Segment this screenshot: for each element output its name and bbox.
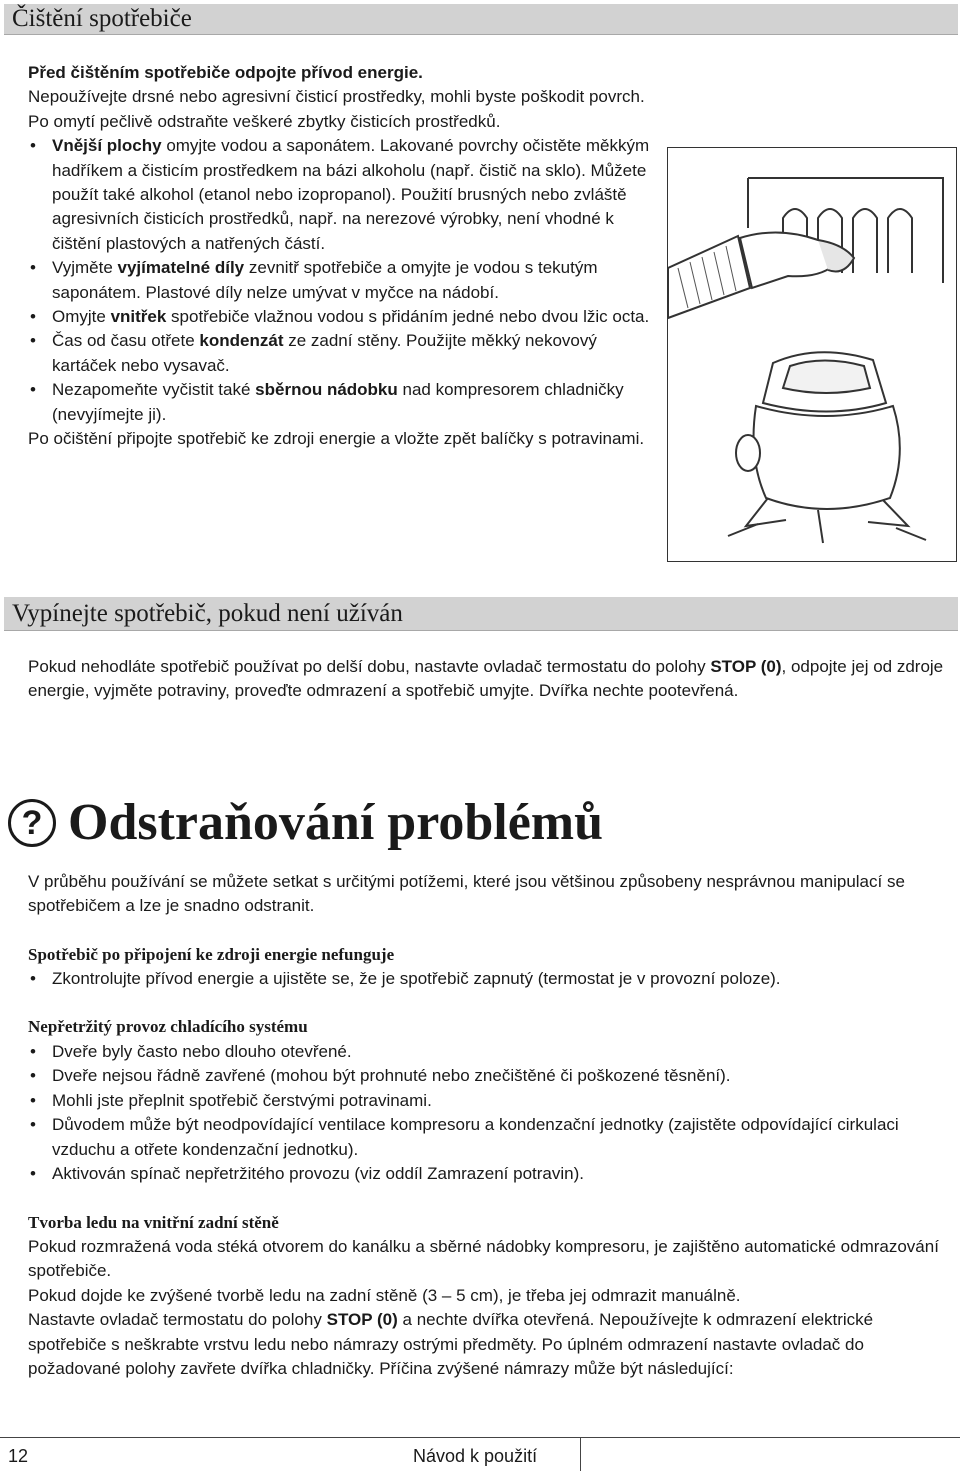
not-working-heading: Spotřebič po připojení ke zdroji energie nefunguje xyxy=(28,945,395,964)
cleaning-list xyxy=(28,134,658,427)
ice-paragraph-2: Pokud dojde ke zvýšené tvorbě ledu na zadní stěně (3 – 5 cm), je třeba jej odmrazit manuálně. xyxy=(28,1285,741,1305)
continuous-block xyxy=(28,1040,948,1186)
section-header-cleaning xyxy=(4,4,958,35)
list-item: • Omyjte vnitřek spotřebiče vlažnou vodou s přidáním jedné nebo dvou lžic octa. xyxy=(28,305,658,329)
ice-paragraph-3: Nastavte ovladač termostatu do polohy STOP (0) a nechte dvířka otevřená. Nepoužívejte k odmrazení elektrické spotřebiče s neškrabte vrstvu ledu nebo námrazy ostrými předměty. Po úplném odmrazení nastavte ovladač do požadované polohy zavřete dvířka chladničky. Příčina zvýšené námrazy může být následující: xyxy=(28,1310,874,1379)
section-title-switch-off: Vypínejte spotřebič, pokud není užíván xyxy=(12,600,403,627)
manual-label: Návod k použití xyxy=(413,1446,538,1466)
list-item: • Vnější plochy omyjte vodou a saponátem. Lakované povrchy očistěte měkkým hadříkem a čisticím prostředkem na bázi alkoholu (např. čistič na sklo). Můžete použít také alkohol (etanol nebo izopropanol). Použití brusných nebo zvláště agresivních čisticích prostředků, např. na nerezové výrobky, není vhodné k čištění plastových a natřených částí. xyxy=(28,134,658,256)
troubleshooting-heading xyxy=(8,790,603,856)
troubleshooting-title: Odstraňování problémů xyxy=(68,794,604,851)
section-header-switch-off xyxy=(4,597,958,631)
ice-heading: Tvorba ledu na vnitřní zadní stěně xyxy=(28,1213,279,1232)
list-item: • Čas od času otřete kondenzát ze zadní stěny. Použijte měkký nekovový kartáček nebo vysavač. xyxy=(28,329,658,378)
list-item: • Mohli jste přeplnit spotřebič čerstvými potravinami. xyxy=(28,1089,948,1113)
cleaning-block xyxy=(28,61,658,452)
not-working-block xyxy=(28,967,948,991)
condenser-compressor-drawing xyxy=(668,148,956,561)
ice-paragraph-1: Pokud rozmražená voda stéká otvorem do kanálku a sběrné nádobky kompresoru, je zajištěno automatické odmrazování spotřebiče. xyxy=(28,1237,939,1281)
continuous-heading: Nepřetržitý provoz chladícího systému xyxy=(28,1017,308,1036)
list-item: • Aktivován spínač nepřetržitého provozu (viz oddíl Zamrazení potravin). xyxy=(28,1162,948,1186)
ice-block xyxy=(28,1235,948,1381)
section-title-cleaning: Čištění spotřebiče xyxy=(12,5,192,32)
question-circle-icon: ? xyxy=(8,799,56,847)
cleaning-intro: Nepoužívejte drsné nebo agresivní čisticí prostředky, mohli byste poškodit povrch. Po omytí pečlivě odstraňte veškeré zbytky čisticích prostředků. xyxy=(28,87,645,131)
cleaning-illustration xyxy=(667,147,957,562)
cleaning-warning: Před čištěním spotřebiče odpojte přívod energie. xyxy=(28,63,423,82)
troubleshooting-intro: V průběhu používání se můžete setkat s určitými potížemi, které jsou většinou způsobeny nesprávnou manipulací se spotřebičem a lze je snadno odstranit. xyxy=(28,872,905,916)
list-item: • Dveře nejsou řádně zavřené (mohou být prohnuté nebo znečištěné či poškozené těsnění). xyxy=(28,1064,948,1088)
footer-rule xyxy=(0,1437,960,1438)
page-number: 12 xyxy=(8,1446,29,1466)
list-item: • Důvodem může být neodpovídající ventilace kompresoru a kondenzační jednotky (zajistěte odpovídající cirkulaci vzduchu a otřete kondenzační jednotku). xyxy=(28,1113,948,1162)
list-item: • Zkontrolujte přívod energie a ujistěte se, že je spotřebič zapnutý (termostat je v provozní poloze). xyxy=(28,967,948,991)
list-item: • Vyjměte vyjímatelné díly zevnitř spotřebiče a omyjte je vodou s tekutým saponátem. Plastové díly nelze umývat v myčce na nádobí. xyxy=(28,256,658,305)
switch-off-paragraph: Pokud nehodláte spotřebič používat po delší dobu, nastavte ovladač termostatu do polohy STOP (0), odpojte jej od zdroje energie, vyjměte potraviny, proveďte odmrazení a spotřebič umyjte. Dvířka nechte pootevřená. xyxy=(28,657,944,701)
list-item: • Nezapomeňte vyčistit také sběrnou nádobku nad kompresorem chladničky (nevyjímejte ji). xyxy=(28,378,658,427)
cleaning-outro: Po očištění připojte spotřebič ke zdroji energie a vložte zpět balíčky s potravinami. xyxy=(28,429,645,449)
list-item: • Dveře byly často nebo dlouho otevřené. xyxy=(28,1040,948,1064)
footer-divider xyxy=(580,1437,581,1471)
